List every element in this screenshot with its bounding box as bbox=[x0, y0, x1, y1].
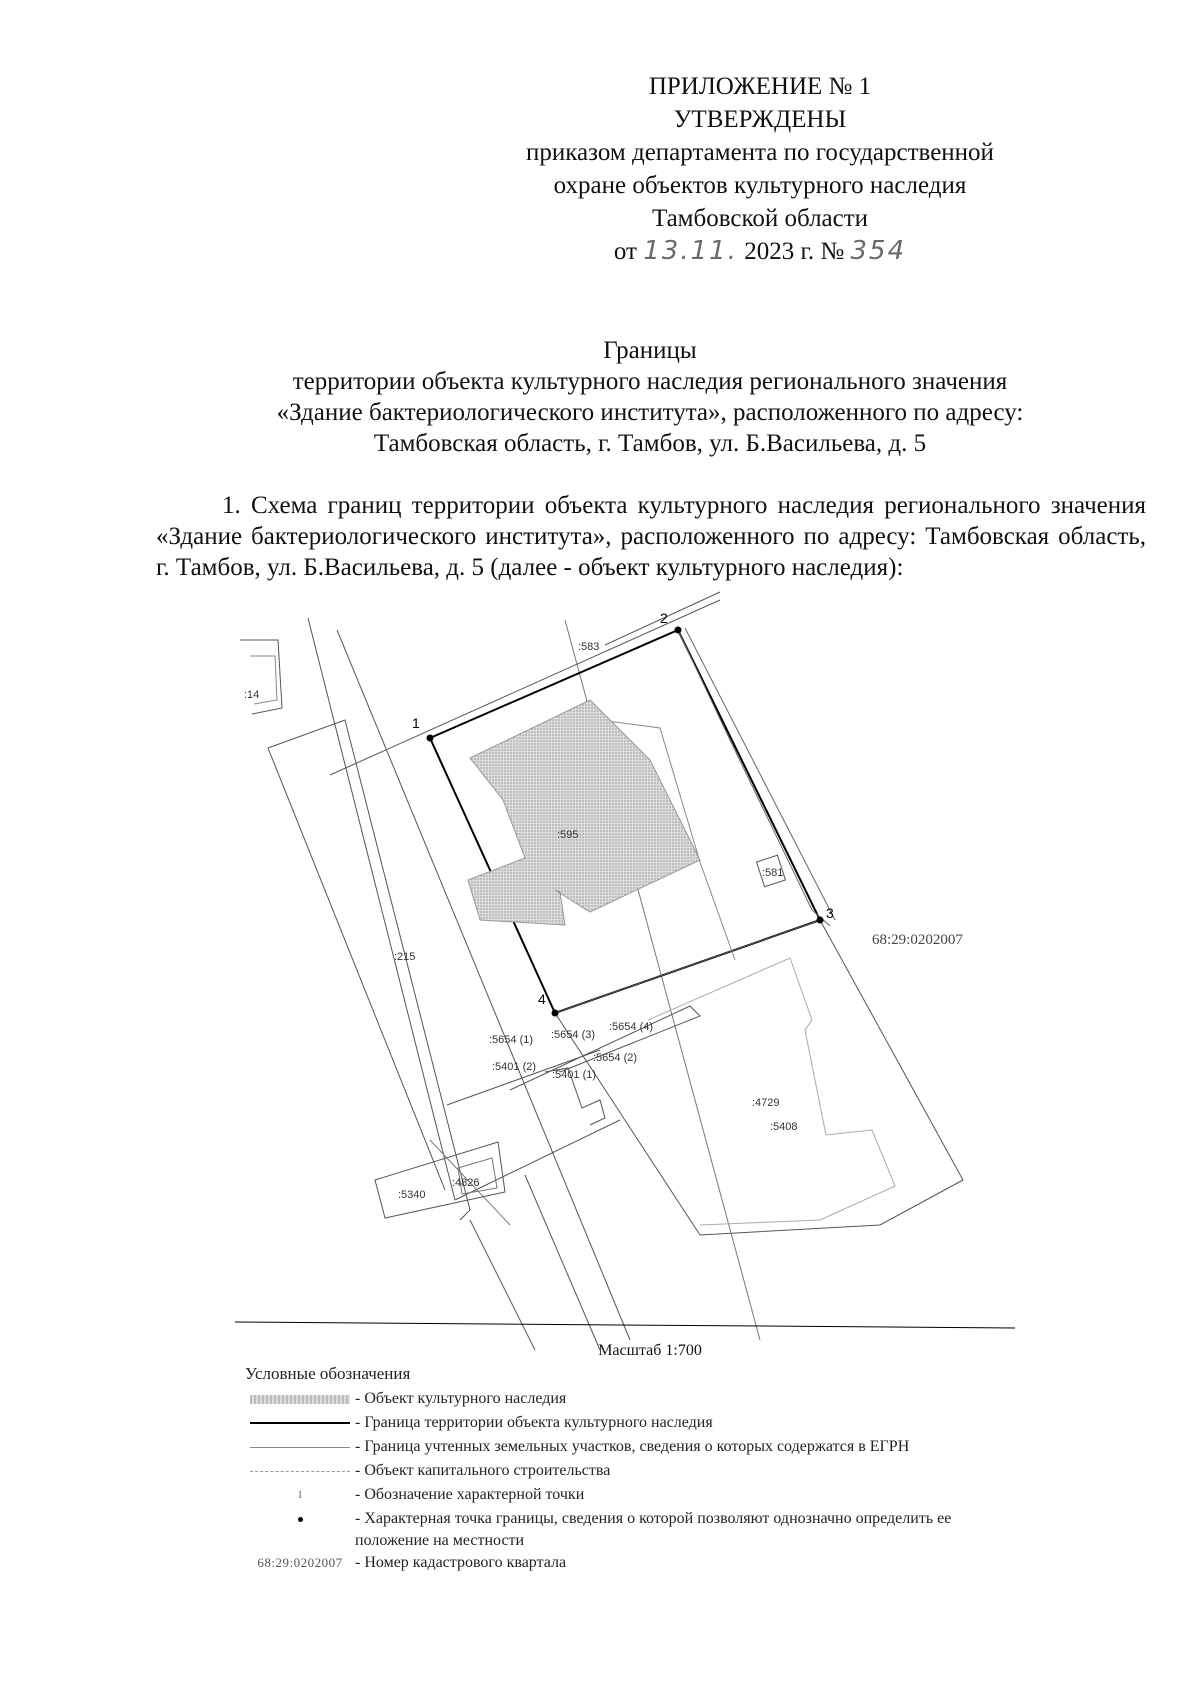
number-prefix: № bbox=[820, 238, 845, 265]
label-215: :215 bbox=[394, 951, 416, 963]
legend-title: Условные обозначения bbox=[245, 1364, 411, 1383]
point-label-1: 1 bbox=[412, 715, 420, 731]
point-label-2: 2 bbox=[660, 610, 668, 626]
approved-label: УТВЕРЖДЕНЫ bbox=[673, 106, 847, 133]
legend-text: - Граница территории объекта культурного наследия bbox=[355, 1414, 713, 1431]
cadastral-quarter-label: 68:29:0202007 bbox=[872, 932, 963, 948]
title-line-3: «Здание бактериологического института», расположенного по адресу: bbox=[276, 399, 1024, 426]
legend-point-mark-symbol: 1 bbox=[297, 1489, 303, 1501]
parcel-4729-outline bbox=[555, 920, 963, 1235]
label-595: :595 bbox=[557, 829, 579, 841]
point-label-4: 4 bbox=[538, 991, 546, 1007]
boundary-map-svg bbox=[0, 610, 1200, 1360]
legend-thin-line-symbol bbox=[250, 1447, 350, 1448]
legend-text: - Характерная точка границы, сведения о которой позволяют однозначно определить ее положение на местности bbox=[355, 1510, 952, 1549]
label-4826: :4826 bbox=[452, 1177, 480, 1189]
title-line-4: Тамбовская область, г. Тамбов, ул. Б.Васильева, д. 5 bbox=[373, 430, 927, 457]
heritage-building bbox=[468, 700, 700, 925]
road-lower-line-3 bbox=[525, 1175, 600, 1350]
label-583: :583 bbox=[578, 641, 600, 653]
legend-thick-line-symbol bbox=[250, 1422, 350, 1424]
order-line-2: охране объектов культурного наследия bbox=[553, 172, 967, 199]
parcel-215-east bbox=[268, 720, 470, 1220]
label-5654-1: :5654 (1) bbox=[489, 1034, 534, 1046]
boundary-point-3 bbox=[817, 917, 824, 924]
label-5401-1: :5401 (1) bbox=[552, 1069, 597, 1081]
legend-row-cadastral-quarter bbox=[245, 1552, 1025, 1576]
label-581: :581 bbox=[762, 867, 784, 879]
legend-row-heritage-object bbox=[245, 1388, 1025, 1412]
date-year: 2023 г. bbox=[744, 238, 815, 265]
boundary-map bbox=[0, 610, 1200, 1360]
label-5654-3: :5654 (3) bbox=[551, 1029, 596, 1041]
legend-quarter-symbol: 68:29:0202007 bbox=[257, 1555, 343, 1570]
handwritten-number: 354 bbox=[850, 236, 907, 266]
document-title bbox=[150, 335, 1150, 459]
legend-text: - Граница учтенных земельных участков, сведения о которых содержатся в ЕГРН bbox=[355, 1438, 910, 1455]
parcel-5340-outline bbox=[375, 1142, 505, 1218]
legend-point-symbol bbox=[298, 1517, 303, 1522]
legend-text: - Обозначение характерной точки bbox=[355, 1486, 585, 1503]
parcel-5654-strip bbox=[510, 1006, 700, 1090]
legend-text: - Номер кадастрового квартала bbox=[355, 1554, 567, 1571]
road-lower-line-1 bbox=[455, 1120, 620, 1200]
legend-text: - Объект капитального строительства bbox=[355, 1462, 611, 1479]
legend-row-boundary-point bbox=[245, 1508, 1025, 1552]
title-line-2: территории объекта культурного наследия регионального значения bbox=[292, 368, 1008, 395]
label-5654-2: :5654 (2) bbox=[593, 1052, 638, 1064]
capital-building-5408 bbox=[648, 958, 895, 1225]
handwritten-date: 13.11. bbox=[643, 236, 738, 266]
label-4729: :4729 bbox=[752, 1097, 780, 1109]
label-5340: :5340 bbox=[398, 1189, 426, 1201]
scheme-paragraph: 1. Схема границ территории объекта культурного наследия регионального значения «Здание бактериологического института», расположенного по адресу: Тамбовская область, г. Тамбов, ул. Б.Васильева, д. 5 (далее - объект культурного наследия): bbox=[156, 492, 1146, 581]
boundary-point-1 bbox=[427, 735, 434, 742]
boundary-point-2 bbox=[675, 627, 682, 634]
legend-row-capital-object bbox=[245, 1460, 1025, 1484]
legend-hatch-symbol bbox=[250, 1395, 350, 1404]
title-line-1: Границы bbox=[603, 337, 697, 364]
label-14: :14 bbox=[244, 689, 260, 701]
map-scale: Масштаб 1:700 bbox=[598, 1342, 702, 1359]
street-line-west bbox=[308, 618, 455, 1200]
label-5654-4: :5654 (4) bbox=[609, 1021, 654, 1033]
parcel-595-outer-east bbox=[685, 628, 835, 920]
point-label-3: 3 bbox=[826, 905, 834, 921]
date-prefix: от bbox=[613, 238, 637, 265]
map-legend bbox=[245, 1364, 1025, 1576]
order-date-line bbox=[614, 235, 906, 268]
label-5408: :5408 bbox=[770, 1121, 798, 1133]
legend-text: - Объект культурного наследия bbox=[355, 1390, 567, 1407]
order-line-1: приказом департамента по государственной bbox=[526, 139, 994, 166]
approval-header bbox=[480, 70, 1040, 268]
parcel-215-west bbox=[268, 748, 445, 1190]
legend-row-territory-boundary bbox=[245, 1412, 1025, 1436]
label-5401-2: :5401 (2) bbox=[492, 1061, 537, 1073]
legend-row-point-mark bbox=[245, 1484, 1025, 1508]
boundary-point-4 bbox=[552, 1010, 559, 1017]
road-lower-line-2 bbox=[470, 1220, 535, 1350]
order-line-3: Тамбовской области bbox=[651, 205, 869, 232]
legend-row-land-parcels bbox=[245, 1436, 1025, 1460]
legend-dashed-line-symbol bbox=[250, 1471, 350, 1472]
appendix-number: ПРИЛОЖЕНИЕ № 1 bbox=[648, 73, 872, 100]
